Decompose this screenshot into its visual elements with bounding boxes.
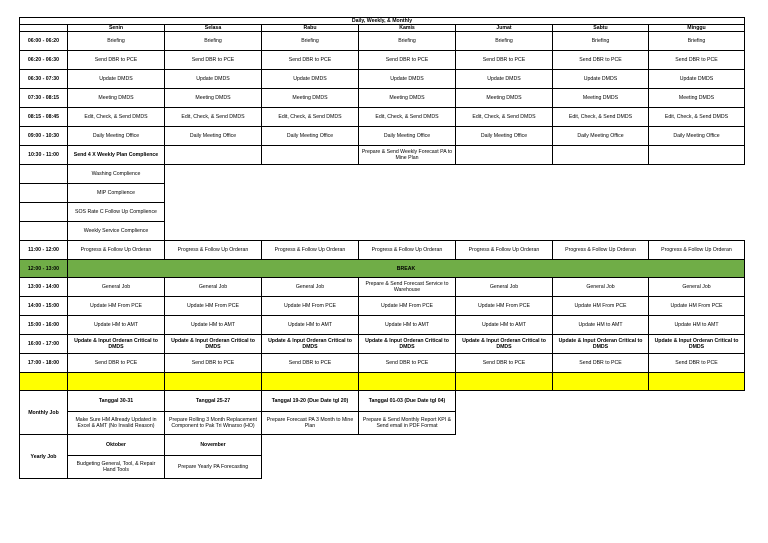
sub-task-cell[interactable]: SOS Rate C Follow Up Complience — [68, 203, 165, 222]
task-cell[interactable]: Update & Input Orderan Critical to DMDS — [553, 335, 649, 354]
schedule-row — [20, 354, 745, 373]
task-cell[interactable]: Update HM From PCE — [68, 297, 165, 316]
task-cell[interactable]: Send DBR to PCE — [359, 354, 456, 373]
empty-cell[interactable] — [262, 373, 359, 391]
task-cell[interactable]: Briefing — [262, 32, 359, 51]
schedule-row — [20, 51, 745, 70]
schedule-row — [20, 70, 745, 89]
task-cell[interactable]: Briefing — [649, 32, 745, 51]
task-cell[interactable]: Meeting DMDS — [456, 89, 553, 108]
task-cell[interactable]: Meeting DMDS — [262, 89, 359, 108]
task-cell[interactable]: General Job — [456, 278, 553, 297]
empty-cell[interactable] — [165, 146, 262, 165]
task-cell[interactable]: Update HM to AMT — [649, 316, 745, 335]
yearly-month-header[interactable]: November — [165, 435, 262, 456]
time-cell[interactable]: 11:00 - 12:00 — [20, 241, 68, 260]
blank-area — [165, 203, 745, 222]
day-header[interactable]: Kamis — [359, 25, 456, 32]
yearly-job-label[interactable]: Yearly Job — [20, 435, 68, 479]
empty-cell[interactable] — [68, 373, 165, 391]
task-cell[interactable]: Send DBR to PCE — [165, 354, 262, 373]
monthly-date-header[interactable]: Tanggal 01-03 (Due Date tgl 04) — [359, 391, 456, 412]
task-cell[interactable]: Update & Input Orderan Critical to DMDS — [456, 335, 553, 354]
task-cell[interactable]: Update & Input Orderan Critical to DMDS — [68, 335, 165, 354]
break-row — [20, 260, 745, 278]
task-cell[interactable]: Progress & Follow Up Orderan — [262, 241, 359, 260]
task-cell[interactable]: Update DMDS — [456, 70, 553, 89]
blank-area — [456, 412, 745, 435]
blank-area — [262, 456, 745, 479]
schedule-row — [20, 316, 745, 335]
sheet-title[interactable]: Daily, Weekly, & Monthly — [20, 18, 745, 25]
time-cell[interactable]: 13:00 - 14:00 — [20, 278, 68, 297]
task-cell[interactable]: General Job — [68, 278, 165, 297]
task-cell[interactable]: Send DBR to PCE — [553, 51, 649, 70]
task-cell[interactable]: Update & Input Orderan Critical to DMDS — [359, 335, 456, 354]
empty-cell[interactable] — [553, 146, 649, 165]
task-cell[interactable]: Update HM From PCE — [165, 297, 262, 316]
day-header[interactable]: Minggu — [649, 25, 745, 32]
task-cell[interactable]: Edit, Check, & Send DMDS — [649, 108, 745, 127]
task-cell[interactable]: Update HM to AMT — [262, 316, 359, 335]
task-cell[interactable]: Send DBR to PCE — [456, 51, 553, 70]
empty-cell[interactable] — [456, 146, 553, 165]
task-cell[interactable]: Progress & Follow Up Orderan — [456, 241, 553, 260]
time-cell[interactable]: 15:00 - 16:00 — [20, 316, 68, 335]
empty-cell[interactable] — [20, 184, 68, 203]
task-cell[interactable]: Briefing — [456, 32, 553, 51]
task-cell[interactable]: Update & Input Orderan Critical to DMDS — [165, 335, 262, 354]
yearly-task[interactable]: Budgeting General, Tool, & Repair Hand Tools — [68, 456, 165, 479]
yearly-task-row — [20, 456, 745, 479]
yearly-task[interactable]: Prepare Yearly PA Forecasting — [165, 456, 262, 479]
empty-cell[interactable] — [20, 165, 68, 184]
sub-task-row — [20, 184, 745, 203]
task-cell[interactable]: Meeting DMDS — [165, 89, 262, 108]
time-cell[interactable]: 07:30 - 08:15 — [20, 89, 68, 108]
empty-cell[interactable] — [649, 146, 745, 165]
task-cell[interactable]: Briefing — [165, 32, 262, 51]
task-cell[interactable]: Send DBR to PCE — [68, 51, 165, 70]
time-cell[interactable]: 08:15 - 08:45 — [20, 108, 68, 127]
monthly-task[interactable]: Prepare Forecast PA 3 Month to Mine Plan — [262, 412, 359, 435]
task-cell[interactable]: Briefing — [359, 32, 456, 51]
time-cell[interactable]: 14:00 - 15:00 — [20, 297, 68, 316]
schedule-row — [20, 146, 745, 165]
blank-area — [165, 184, 745, 203]
schedule-row — [20, 89, 745, 108]
schedule-row — [20, 108, 745, 127]
sub-task-row — [20, 203, 745, 222]
blank-area — [456, 391, 745, 412]
task-cell[interactable]: Update HM From PCE — [553, 297, 649, 316]
task-cell[interactable]: Update HM to AMT — [68, 316, 165, 335]
schedule-row — [20, 297, 745, 316]
task-cell[interactable]: Daily Meeting Office — [553, 127, 649, 146]
task-cell[interactable]: Briefing — [68, 32, 165, 51]
task-cell[interactable]: Prepare & Send Weekly Forecast PA to Mine Plan — [359, 146, 456, 165]
day-header[interactable]: Sabtu — [553, 25, 649, 32]
task-cell[interactable]: Send 4 X Weekly Plan Complience — [68, 146, 165, 165]
task-cell[interactable]: Daily Meeting Office — [359, 127, 456, 146]
task-cell[interactable]: Meeting DMDS — [68, 89, 165, 108]
time-cell[interactable]: 06:30 - 07:30 — [20, 70, 68, 89]
empty-cell[interactable] — [20, 222, 68, 241]
day-header[interactable]: Rabu — [262, 25, 359, 32]
time-cell[interactable]: 10:30 - 11:00 — [20, 146, 68, 165]
schedule-row — [20, 127, 745, 146]
time-cell[interactable]: 12:00 - 13:00 — [20, 260, 68, 278]
empty-cell[interactable] — [456, 373, 553, 391]
task-cell[interactable]: Daily Meeting Office — [165, 127, 262, 146]
task-cell[interactable]: Edit, Check, & Send DMDS — [165, 108, 262, 127]
task-cell[interactable]: Edit, Check, & Send DMDS — [262, 108, 359, 127]
task-cell[interactable]: Daily Meeting Office — [262, 127, 359, 146]
task-cell[interactable]: Update & Input Orderan Critical to DMDS — [649, 335, 745, 354]
monthly-task[interactable]: Make Sure HM Allready Updated in Excel & AMT (No Invalid Reason) — [68, 412, 165, 435]
schedule-row — [20, 32, 745, 51]
task-cell[interactable]: Progress & Follow Up Orderan — [359, 241, 456, 260]
task-cell[interactable]: Meeting DMDS — [359, 89, 456, 108]
schedule-table — [19, 17, 745, 479]
monthly-date-header[interactable]: Tanggal 19-20 (Due Date tgl 20) — [262, 391, 359, 412]
task-cell[interactable]: Progress & Follow Up Orderan — [553, 241, 649, 260]
task-cell[interactable]: Daily Meeting Office — [456, 127, 553, 146]
monthly-job-label[interactable]: Monthly Job — [20, 391, 68, 435]
task-cell[interactable]: Update HM From PCE — [456, 297, 553, 316]
task-cell[interactable]: Update DMDS — [649, 70, 745, 89]
task-cell[interactable]: Daily Meeting Office — [649, 127, 745, 146]
monthly-task-row — [20, 412, 745, 435]
task-cell[interactable]: Send DBR to PCE — [456, 354, 553, 373]
task-cell[interactable]: Progress & Follow Up Orderan — [68, 241, 165, 260]
empty-cell[interactable] — [20, 373, 68, 391]
task-cell[interactable]: General Job — [262, 278, 359, 297]
task-cell[interactable]: Prepare & Send Forecast Service to Warehouse — [359, 278, 456, 297]
task-cell[interactable]: Daily Meeting Office — [68, 127, 165, 146]
task-cell[interactable]: Update DMDS — [262, 70, 359, 89]
monthly-task[interactable]: Prepare & Send Monthly Report KPI & Send email in PDF Format — [359, 412, 456, 435]
day-header[interactable]: Selasa — [165, 25, 262, 32]
time-cell[interactable]: 17:00 - 18:00 — [20, 354, 68, 373]
task-cell[interactable]: Send DBR to PCE — [262, 51, 359, 70]
empty-cell[interactable] — [553, 373, 649, 391]
task-cell[interactable]: Update HM From PCE — [649, 297, 745, 316]
task-cell[interactable]: Update DMDS — [553, 70, 649, 89]
blank-area — [262, 435, 745, 456]
day-header[interactable]: Jumat — [456, 25, 553, 32]
task-cell[interactable]: Send DBR to PCE — [262, 354, 359, 373]
yearly-month-header[interactable]: Oktober — [68, 435, 165, 456]
schedule-row — [20, 335, 745, 354]
yearly-header-row — [20, 435, 745, 456]
time-cell[interactable]: 06:20 - 06:30 — [20, 51, 68, 70]
task-cell[interactable]: Update & Input Orderan Critical to DMDS — [262, 335, 359, 354]
task-cell[interactable]: Update HM to AMT — [359, 316, 456, 335]
time-cell[interactable]: 16:00 - 17:00 — [20, 335, 68, 354]
task-cell[interactable]: General Job — [649, 278, 745, 297]
monthly-date-header[interactable]: Tanggal 30-31 — [68, 391, 165, 412]
task-cell[interactable]: Edit, Check, & Send DMDS — [68, 108, 165, 127]
day-header-row — [20, 25, 745, 32]
task-cell[interactable]: Send DBR to PCE — [649, 51, 745, 70]
sub-task-cell[interactable]: Washing Complience — [68, 165, 165, 184]
day-header[interactable]: Senin — [68, 25, 165, 32]
empty-cell[interactable] — [359, 373, 456, 391]
task-cell[interactable]: Progress & Follow Up Orderan — [649, 241, 745, 260]
task-cell[interactable]: Update HM From PCE — [262, 297, 359, 316]
task-cell[interactable]: Edit, Check, & Send DMDS — [359, 108, 456, 127]
task-cell[interactable]: General Job — [553, 278, 649, 297]
highlight-row — [20, 373, 745, 391]
time-header[interactable] — [20, 25, 68, 32]
time-cell[interactable]: 06:00 - 06:20 — [20, 32, 68, 51]
task-cell[interactable]: Update HM to AMT — [165, 316, 262, 335]
schedule-row — [20, 241, 745, 260]
break-label[interactable]: BREAK — [68, 260, 745, 278]
schedule-row — [20, 278, 745, 297]
task-cell[interactable]: Update HM From PCE — [359, 297, 456, 316]
task-cell[interactable]: Update HM to AMT — [456, 316, 553, 335]
blank-area — [165, 222, 745, 241]
task-cell[interactable]: General Job — [165, 278, 262, 297]
monthly-header-row — [20, 391, 745, 412]
task-cell[interactable]: Update DMDS — [359, 70, 456, 89]
sub-task-cell[interactable]: Weekly Service Complience — [68, 222, 165, 241]
sub-task-row — [20, 222, 745, 241]
task-cell[interactable]: Update DMDS — [68, 70, 165, 89]
empty-cell[interactable] — [20, 203, 68, 222]
task-cell[interactable]: Send DBR to PCE — [165, 51, 262, 70]
task-cell[interactable]: Update DMDS — [165, 70, 262, 89]
task-cell[interactable]: Meeting DMDS — [553, 89, 649, 108]
task-cell[interactable]: Meeting DMDS — [649, 89, 745, 108]
task-cell[interactable]: Send DBR to PCE — [359, 51, 456, 70]
sub-task-cell[interactable]: MIP Complience — [68, 184, 165, 203]
sub-task-row — [20, 165, 745, 184]
monthly-task[interactable]: Prepare Rolling 3 Month Replacement Component to Pak Tri Winarso (HO) — [165, 412, 262, 435]
task-cell[interactable]: Send DBR to PCE — [68, 354, 165, 373]
task-cell[interactable]: Progress & Follow Up Orderan — [165, 241, 262, 260]
task-cell[interactable]: Update HM to AMT — [553, 316, 649, 335]
empty-cell[interactable] — [165, 373, 262, 391]
time-cell[interactable]: 09:00 - 10:30 — [20, 127, 68, 146]
task-cell[interactable]: Edit, Check, & Send DMDS — [553, 108, 649, 127]
empty-cell[interactable] — [649, 373, 745, 391]
task-cell[interactable]: Briefing — [553, 32, 649, 51]
task-cell[interactable]: Send DBR to PCE — [649, 354, 745, 373]
task-cell[interactable]: Send DBR to PCE — [553, 354, 649, 373]
task-cell[interactable]: Edit, Check, & Send DMDS — [456, 108, 553, 127]
monthly-date-header[interactable]: Tanggal 25-27 — [165, 391, 262, 412]
blank-area — [165, 165, 745, 184]
empty-cell[interactable] — [262, 146, 359, 165]
